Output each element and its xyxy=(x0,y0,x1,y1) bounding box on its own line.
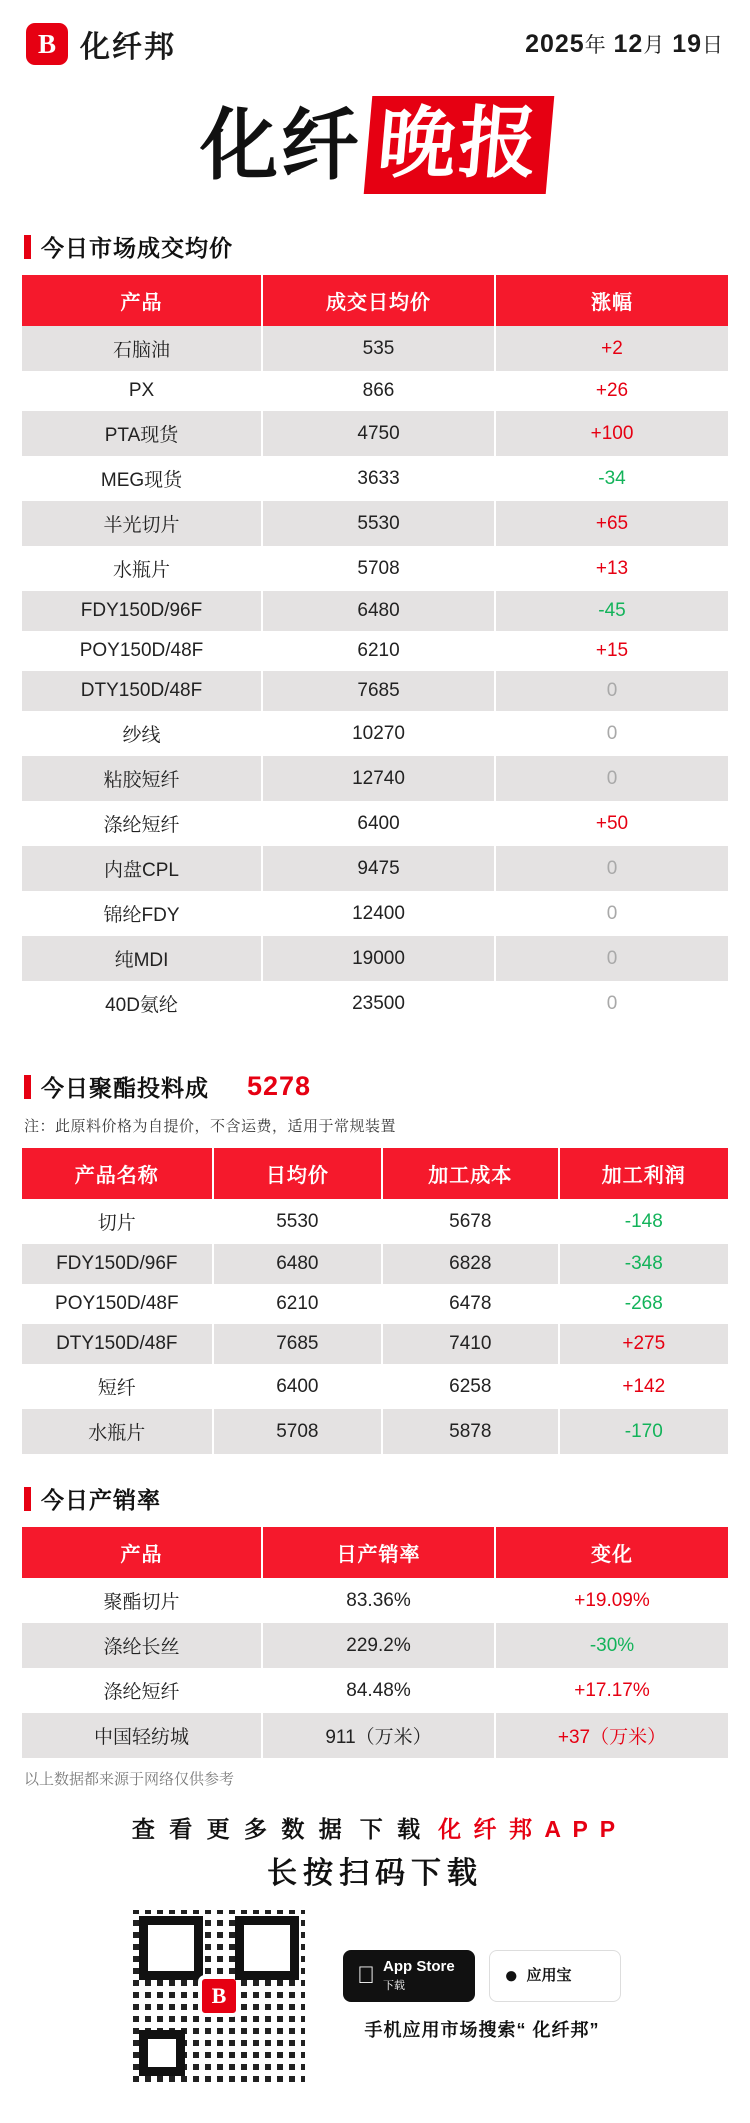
cell-price: 535 xyxy=(262,326,495,371)
table-header-row xyxy=(22,1148,728,1199)
cell-price: 866 xyxy=(262,371,495,411)
cell-change: +50 xyxy=(495,801,728,846)
cell-price: 7685 xyxy=(262,671,495,711)
table-row xyxy=(22,1284,728,1324)
appstore-button[interactable] xyxy=(343,1950,475,2003)
cell-product: 涤纶短纤 xyxy=(22,801,262,846)
col-product-name: 产品名称 xyxy=(22,1148,213,1199)
cell-price: 6210 xyxy=(213,1284,382,1324)
table-row xyxy=(22,546,728,591)
table-row xyxy=(22,456,728,501)
table-row xyxy=(22,711,728,756)
table-row xyxy=(22,981,728,1026)
store-search-hint: 手机应用市场搜索“ 化纤邦” xyxy=(364,2020,600,2041)
table-row xyxy=(22,591,728,631)
section-bar-icon xyxy=(24,1487,31,1511)
table-row xyxy=(22,1668,728,1713)
cell-change: 0 xyxy=(495,891,728,936)
market-price-table xyxy=(22,275,728,1026)
store-buttons xyxy=(343,1950,621,2003)
cell-product: 水瓶片 xyxy=(22,546,262,591)
title-part-one: 化纤 xyxy=(199,101,362,189)
cell-change: +26 xyxy=(495,371,728,411)
cell-product: FDY150D/96F xyxy=(22,1244,213,1284)
source-note: 以上数据都来源于网络仅供参考 xyxy=(24,1771,235,1788)
page-footer xyxy=(22,1811,728,2116)
table-header-row xyxy=(22,1527,728,1578)
cell-price: 23500 xyxy=(262,981,495,1026)
cell-rate: 83.36% xyxy=(262,1578,495,1623)
cell-price: 12740 xyxy=(262,756,495,801)
cell-product: 中国轻纺城 xyxy=(22,1713,262,1758)
cell-change: +13 xyxy=(495,546,728,591)
cell-rate: 911（万米） xyxy=(262,1713,495,1758)
cell-change: 0 xyxy=(495,711,728,756)
cell-product: 粘胶短纤 xyxy=(22,756,262,801)
cell-product: 纱线 xyxy=(22,711,262,756)
col-product: 产品 xyxy=(22,275,262,326)
date-day: 19 xyxy=(672,30,702,58)
date-month: 12 xyxy=(613,30,644,58)
cell-product: 涤纶短纤 xyxy=(22,1668,262,1713)
cell-product: 锦纶FDY xyxy=(22,891,262,936)
table-row xyxy=(22,671,728,711)
footer-main xyxy=(22,1906,728,2086)
cell-product: DTY150D/48F xyxy=(22,671,262,711)
footer-text-more-data: 查 看 更 多 数 据 xyxy=(131,1816,346,1842)
yingyongbao-icon: ● xyxy=(504,1962,519,1989)
table-row xyxy=(22,501,728,546)
cell-profit: -148 xyxy=(559,1199,728,1244)
polyester-cost-body xyxy=(22,1199,728,1454)
appstore-title: App Store xyxy=(365,1957,437,1975)
cell-price: 5708 xyxy=(262,546,495,591)
section-title: 今日市场成交均价 xyxy=(41,235,233,261)
cell-change: 0 xyxy=(495,671,728,711)
table-row xyxy=(22,371,728,411)
cell-product: DTY150D/48F xyxy=(22,1324,213,1364)
table-row xyxy=(22,326,728,371)
cell-price: 6400 xyxy=(262,801,495,846)
polyester-cost-value: 5278 xyxy=(247,1071,312,1101)
table-row xyxy=(22,1244,728,1284)
cell-rate: 84.48% xyxy=(262,1668,495,1713)
cell-product: PX xyxy=(22,371,262,411)
cell-change: -30% xyxy=(495,1623,728,1668)
market-price-body xyxy=(22,326,728,1026)
cell-cost: 5878 xyxy=(382,1409,559,1454)
cell-product: 短纤 xyxy=(22,1364,213,1409)
date-month-unit: 月 xyxy=(643,34,666,57)
cell-change: +37（万米） xyxy=(495,1713,728,1758)
table-row xyxy=(22,1623,728,1668)
col-process-profit: 加工利润 xyxy=(559,1148,728,1199)
cell-rate: 229.2% xyxy=(262,1623,495,1668)
qr-code[interactable] xyxy=(129,1906,309,2086)
title-part-two: 晚报 xyxy=(364,96,555,194)
col-change: 变化 xyxy=(495,1527,728,1578)
cell-profit: -170 xyxy=(559,1409,728,1454)
cell-price: 9475 xyxy=(262,846,495,891)
page-header xyxy=(22,0,728,76)
cell-change: +17.17% xyxy=(495,1668,728,1713)
section-heading-polyester-cost xyxy=(24,1070,728,1103)
cell-product: 聚酯切片 xyxy=(22,1578,262,1623)
table-row xyxy=(22,756,728,801)
cell-product: 内盘CPL xyxy=(22,846,262,891)
col-avg-price: 日均价 xyxy=(213,1148,382,1199)
cell-product: 半光切片 xyxy=(22,501,262,546)
brand xyxy=(26,22,176,66)
yingyongbao-button[interactable] xyxy=(489,1950,621,2003)
cell-product: 石脑油 xyxy=(22,326,262,371)
cell-product: 切片 xyxy=(22,1199,213,1244)
cell-change: +65 xyxy=(495,501,728,546)
spacer xyxy=(22,1454,728,1472)
cell-price: 6480 xyxy=(213,1244,382,1284)
cell-price: 5530 xyxy=(262,501,495,546)
col-avg-price: 成交日均价 xyxy=(262,275,495,326)
header-date xyxy=(525,29,724,59)
section-bar-icon xyxy=(24,235,31,259)
polyester-cost-table xyxy=(22,1148,728,1454)
cell-change: 0 xyxy=(495,756,728,801)
qr-finder-icon xyxy=(139,2030,185,2076)
date-year: 2025 xyxy=(525,30,585,58)
cell-price: 4750 xyxy=(262,411,495,456)
yingyongbao-label xyxy=(527,1967,572,1985)
section-heading-market-price xyxy=(24,230,728,263)
cell-price: 6400 xyxy=(213,1364,382,1409)
qr-logo-icon: B xyxy=(198,1975,240,2017)
brand-name: 化纤邦 xyxy=(80,31,176,64)
cost-note: 注：此原料价格为自提价，不含运费，适用于常规装置 xyxy=(24,1118,397,1135)
cell-cost: 6258 xyxy=(382,1364,559,1409)
appstore-subtitle: 下载 xyxy=(365,1980,387,1992)
cell-cost: 5678 xyxy=(382,1199,559,1244)
cell-cost: 7410 xyxy=(382,1324,559,1364)
table-row xyxy=(22,846,728,891)
table-row xyxy=(22,1409,728,1454)
cell-price: 7685 xyxy=(213,1324,382,1364)
cell-product: 涤纶长丝 xyxy=(22,1623,262,1668)
yingyongbao-title: 应用宝 xyxy=(526,1966,572,1984)
cell-product: 40D氨纶 xyxy=(22,981,262,1026)
cell-price: 19000 xyxy=(262,936,495,981)
table-row xyxy=(22,631,728,671)
table-header-row xyxy=(22,275,728,326)
date-year-unit: 年 xyxy=(584,34,607,57)
cell-product: POY150D/48F xyxy=(22,1284,213,1324)
cell-change: -45 xyxy=(495,591,728,631)
col-daily-rate: 日产销率 xyxy=(262,1527,495,1578)
col-change: 涨幅 xyxy=(495,275,728,326)
cell-price: 10270 xyxy=(262,711,495,756)
section-bar-icon xyxy=(24,1075,31,1099)
cell-change: 0 xyxy=(495,846,728,891)
cell-product: POY150D/48F xyxy=(22,631,262,671)
spacer xyxy=(22,1026,728,1060)
cell-price: 6480 xyxy=(262,591,495,631)
footer-text-download: 下 载 xyxy=(359,1816,425,1842)
cell-profit: +275 xyxy=(559,1324,728,1364)
cell-price: 5708 xyxy=(213,1409,382,1454)
cell-profit: +142 xyxy=(559,1364,728,1409)
footer-heading xyxy=(22,1811,728,1844)
table-row xyxy=(22,801,728,846)
cell-product: 纯MDI xyxy=(22,936,262,981)
cell-change: +2 xyxy=(495,326,728,371)
section-heading-sales-rate xyxy=(24,1482,728,1515)
cell-product: FDY150D/96F xyxy=(22,591,262,631)
cell-price: 3633 xyxy=(262,456,495,501)
table-row xyxy=(22,1578,728,1623)
store-section xyxy=(343,1950,621,2043)
sales-rate-table xyxy=(22,1527,728,1758)
date-day-unit: 日 xyxy=(702,34,724,57)
footer-text-app-name: 化 纤 邦 A P P xyxy=(438,1816,619,1842)
cell-product: MEG现货 xyxy=(22,456,262,501)
col-process-cost: 加工成本 xyxy=(382,1148,559,1199)
section-title: 今日聚酯投料成 xyxy=(41,1075,209,1101)
cell-price: 6210 xyxy=(262,631,495,671)
section-title: 今日产销率 xyxy=(41,1487,161,1513)
footer-scan-hint: 长按扫码下载 xyxy=(267,1857,483,1890)
table-row xyxy=(22,1199,728,1244)
cell-product: 水瓶片 xyxy=(22,1409,213,1454)
cell-change: +100 xyxy=(495,411,728,456)
cell-profit: -348 xyxy=(559,1244,728,1284)
appstore-label xyxy=(365,1957,455,1995)
apple-icon xyxy=(357,1964,375,1988)
table-row xyxy=(22,1364,728,1409)
cell-cost: 6828 xyxy=(382,1244,559,1284)
brand-logo-icon: B xyxy=(26,23,68,65)
cell-profit: -268 xyxy=(559,1284,728,1324)
table-row xyxy=(22,411,728,456)
cell-change: -34 xyxy=(495,456,728,501)
sales-rate-body xyxy=(22,1578,728,1758)
cell-change: 0 xyxy=(495,936,728,981)
cell-change: 0 xyxy=(495,981,728,1026)
cell-product: PTA现货 xyxy=(22,411,262,456)
col-product: 产品 xyxy=(22,1527,262,1578)
table-row xyxy=(22,891,728,936)
cell-change: +19.09% xyxy=(495,1578,728,1623)
cell-price: 5530 xyxy=(213,1199,382,1244)
cell-change: +15 xyxy=(495,631,728,671)
title-banner xyxy=(22,90,728,204)
cell-cost: 6478 xyxy=(382,1284,559,1324)
table-row xyxy=(22,1713,728,1758)
table-row xyxy=(22,936,728,981)
cell-price: 12400 xyxy=(262,891,495,936)
table-row xyxy=(22,1324,728,1364)
